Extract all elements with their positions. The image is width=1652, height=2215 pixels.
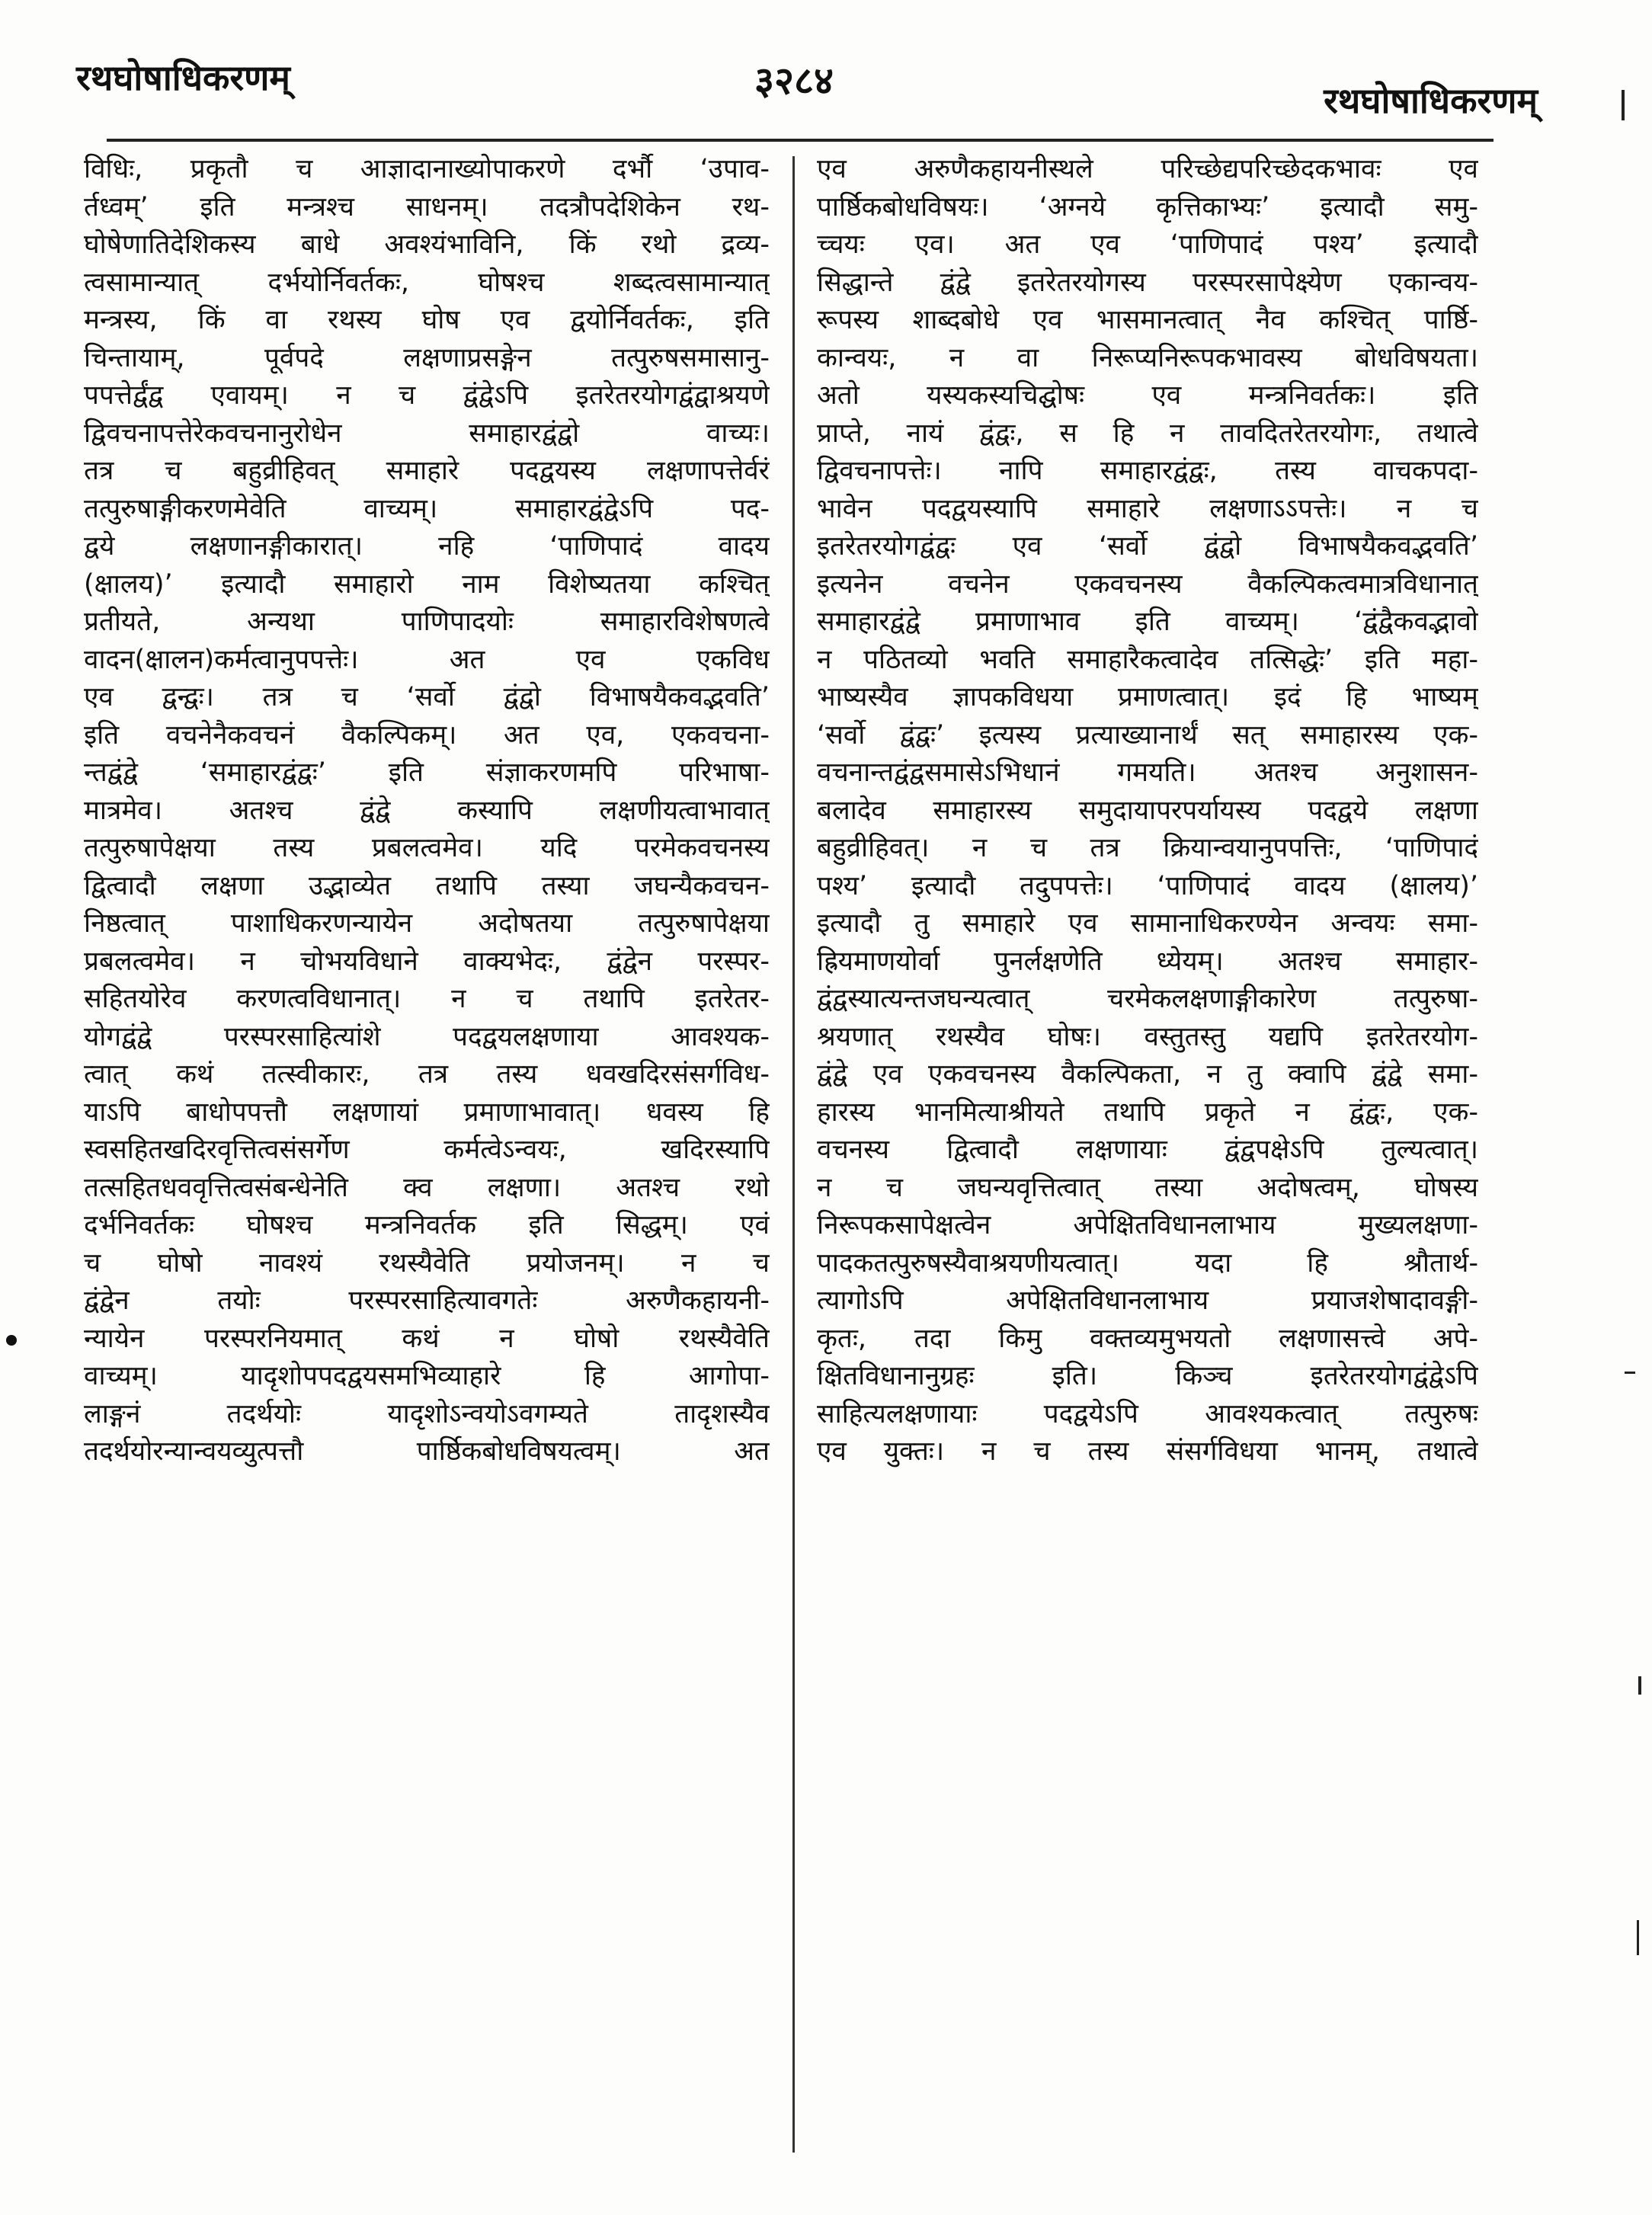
text-line: बहुव्रीहिवत्। न च तत्र क्रियान्वयानुपपत्तिः, ‘पाणिपादं: [817, 833, 1478, 863]
text-line: स्वसहितखदिरवृत्तित्वसंसर्गेण कर्मत्वेऽन्वयः, खदिरस्यापि: [84, 1135, 770, 1165]
text-line: तत्पुरुषाङ्गीकरणमेवेति वाच्यम्। समाहारद्वंद्वेऽपि पद-: [84, 493, 770, 524]
edge-mark: [1638, 1676, 1641, 1695]
text-line: पश्य’ इत्यादौ तदुपपत्तेः। ‘पाणिपादं वादय (क्षालय)’: [817, 870, 1478, 901]
text-line: ‘सर्वो द्वंद्वः’ इत्यस्य प्रत्याख्यानार्थं सत् समाहारस्य एक-: [817, 719, 1478, 751]
text-line: लाङ्गनं तदर्थयोः यादृशोऽन्वयोऽवगम्यते तादृशस्यैव: [84, 1398, 770, 1429]
text-line: द्विवचनापत्तेः। नापि समाहारद्वंद्वः, तस्य वाचकपदा-: [817, 456, 1478, 486]
text-line: विधिः, प्रकृतौ च आज्ञादानाख्योपाकरणे दर्भौ ‘उपाव-: [84, 154, 770, 184]
text-line: तत्सहितधववृत्तित्वसंबन्धेनेति क्व लक्षणा। अतश्च रथो: [84, 1172, 770, 1203]
text-line: तदर्थयोरन्यान्वयव्युत्पत्तौ पार्ष्ठिकबोधविषयत्वम्। अत: [84, 1436, 770, 1467]
text-line: द्वंद्वेन तयोः परस्परसाहित्यावगतेः अरुणैकहायनी-: [84, 1285, 770, 1316]
text-line: त्वात् कथं तत्स्वीकारः, तत्र तस्य धवखदिरसंसर्गविध-: [84, 1059, 770, 1090]
edge-mark: [1637, 1920, 1639, 1955]
text-line: तत्र च बहुव्रीहिवत् समाहारे पदद्वयस्य लक्षणापत्तेर्वरं: [84, 456, 770, 486]
text-line: चिन्तायाम्, पूर्वपदे लक्षणाप्रसङ्गेन तत्पुरुषसमासानु-: [84, 342, 770, 373]
text-line: कृतः, तदा किमु वक्तव्यमुभयतो लक्षणासत्त्वे अपे-: [817, 1323, 1478, 1354]
text-line: प्रतीयते, अन्यथा पाणिपादयोः समाहारविशेषणत्वे: [84, 607, 770, 637]
text-line: इतरेतरयोगद्वंद्वः एव ‘सर्वो द्वंद्वो विभाषयैकवद्भवति’: [817, 531, 1478, 562]
text-line: न्यायेन परस्परनियमात् कथं न घोषो रथस्यैवेति: [84, 1323, 770, 1354]
text-line: प्रबलत्वमेव। न चोभयविधाने वाक्यभेदः, द्वंद्वेन परस्पर-: [84, 946, 770, 977]
text-line: न च जघन्यवृत्तित्वात् तस्या अदोषत्वम्, घोषस्य: [817, 1172, 1478, 1203]
text-line: मन्त्रस्य, किं वा रथस्य घोष एव द्वयोर्निवर्तकः, इति: [84, 305, 770, 335]
text-line: न पठितव्यो भवति समाहारैकत्वादेव तत्सिद्धेः’ इति महा-: [817, 644, 1478, 675]
text-line: कान्वयः, न वा निरूप्यनिरूपकभावस्य बोधविषयता।: [817, 342, 1478, 373]
running-head-left: रथघोषाधिकरणम्: [76, 57, 290, 98]
text-line: निरूपकसापेक्षत्वेन अपेक्षितविधानलाभाय मुख्यलक्षणा-: [817, 1210, 1478, 1240]
text-line: श्रयणात् रथस्यैव घोषः। वस्तुतस्तु यद्यपि इतरेतरयोग-: [817, 1021, 1478, 1052]
text-line: रूपस्य शाब्दबोधे एव भासमानत्वात् नैव कश्चित् पार्ष्ठि-: [817, 305, 1478, 335]
text-line: न्तद्वंद्वे ‘समाहारद्वंद्वः’ इति संज्ञाकरणमपि परिभाषा-: [84, 757, 770, 788]
text-line: पपत्तेर्द्वंद्व एवायम्। न च द्वंद्वेऽपि इतरेतरयोगद्वंद्वाश्रयणे: [84, 380, 770, 411]
text-line: तत्पुरुषापेक्षया तस्य प्रबलत्वमेव। यदि परमेकवचनस्य: [84, 833, 770, 863]
text-line: त्यागोऽपि अपेक्षितविधानलाभाय प्रयाजशेषादावङ्गी-: [817, 1285, 1478, 1316]
text-line: एव युक्तः। न च तस्य संसर्गविधया भानम्, तथात्वे: [817, 1436, 1478, 1467]
text-line: ह्रियमाणयोर्वा पुनर्लक्षणेति ध्येयम्। अतश्च समाहार-: [817, 946, 1478, 977]
text-line: अतो यस्यकस्यचिद्घोषः एव मन्त्रनिवर्तकः। इति: [817, 380, 1478, 411]
text-line: (क्षालय)’ इत्यादौ समाहारो नाम विशेष्यतया कश्चित्: [84, 568, 770, 600]
text-line: निष्ठत्वात् पाशाधिकरणन्यायेन अदोषतया तत्पुरुषापेक्षया: [84, 908, 770, 939]
text-line: बलादेव समाहारस्य समुदायापरपर्यायस्य पदद्वये लक्षणा: [817, 795, 1478, 826]
header-rule: [107, 139, 1494, 142]
text-line: इति वचनेनैकवचनं वैकल्पिकम्। अत एव, एकवचना-: [84, 719, 770, 751]
text-line: इत्यादौ तु समाहारे एव सामानाधिकरण्येन अन्वयः समा-: [817, 908, 1478, 939]
text-line: सिद्धान्ते द्वंद्वे इतरेतरयोगस्य परस्परसापेक्ष्येण एकान्वय-: [817, 267, 1478, 298]
text-line: पार्ष्ठिकबोधविषयः। ‘अग्नये कृत्तिकाभ्यः’ इत्यादौ समु-: [817, 191, 1478, 222]
text-line: च घोषो नावश्यं रथस्यैवेति प्रयोजनम्। न च: [84, 1247, 770, 1279]
text-line: इत्यनेन वचनेन एकवचनस्य वैकल्पिकत्वमात्रविधानात्: [817, 568, 1478, 600]
text-line: मात्रमेव। अतश्च द्वंद्वे कस्यापि लक्षणीयत्वाभावात्: [84, 795, 770, 826]
text-line: द्वित्वादौ लक्षणा उद्भाव्येत तथापि तस्या जघन्यैकवचन-: [84, 870, 770, 901]
text-line: एव अरुणैकहायनीस्थले परिच्छेद्यपरिच्छेदकभावः एव: [817, 154, 1478, 184]
text-line: साहित्यलक्षणायाः पदद्वयेऽपि आवश्यकत्वात् तत्पुरुषः: [817, 1398, 1478, 1429]
text-line: हारस्य भानमित्याश्रीयते तथापि प्रकृते न द्वंद्वः, एक-: [817, 1096, 1478, 1128]
text-line: द्विवचनापत्तेरेकवचनानुरोधेन समाहारद्वंद्वो वाच्यः।: [84, 418, 770, 449]
left-column: [84, 151, 770, 1471]
text-line: क्षितविधानानुग्रहः इति। किञ्च इतरेतरयोगद्वंद्वेऽपि: [817, 1361, 1478, 1391]
edge-mark: [1625, 1372, 1635, 1374]
text-line: याऽपि बाधोपपत्तौ लक्षणायां प्रमाणाभावात्। धवस्य हि: [84, 1096, 770, 1128]
text-line: द्वंद्वे एव एकवचनस्य वैकल्पिकता, न तु क्वापि द्वंद्वे समा-: [817, 1059, 1478, 1090]
text-line: द्वये लक्षणानङ्गीकारात्। नहि ‘पाणिपादं वादय: [84, 531, 770, 562]
text-line: भाष्यस्यैव ज्ञापकविधया प्रमाणत्वात्। इदं हि भाष्यम्: [817, 682, 1478, 712]
text-line: प्राप्ते, नायं द्वंद्वः, स हि न तावदितरेतरयोगः, तथात्वे: [817, 418, 1478, 449]
text-line: समाहारद्वंद्वे प्रमाणाभाव इति वाच्यम्। ‘द्वंद्वैकवद्भावो: [817, 607, 1478, 637]
text-line: वादन(क्षालन)कर्मत्वानुपपत्तेः। अत एव एकविध: [84, 644, 770, 675]
text-line: योगद्वंद्वे परस्परसाहित्यांशे पदद्वयलक्षणाया आवश्यक-: [84, 1021, 770, 1052]
running-head-right: रथघोषाधिकरणम्: [1324, 80, 1538, 121]
text-line: भावेन पदद्वयस्यापि समाहारे लक्षणाऽऽपत्तेः। न च: [817, 493, 1478, 524]
page-number: ३२८४: [754, 59, 834, 103]
text-line: वचनस्य द्वित्वादौ लक्षणायाः द्वंद्वपक्षेऽपि तुल्यत्वात्।: [817, 1135, 1478, 1165]
column-divider: [792, 156, 795, 2153]
text-line: वाच्यम्। यादृशोपपदद्वयसमभिव्याहारे हि आगोपा-: [84, 1361, 770, 1391]
text-line: दर्भनिवर्तकः घोषश्च मन्त्रनिवर्तक इति सिद्धम्। एवं: [84, 1210, 770, 1240]
text-line: घोषेणातिदेशिकस्य बाधे अवश्यंभाविनि, किं रथो द्रव्य-: [84, 229, 770, 260]
text-line: वचनान्तद्वंद्वसमासेऽभिधानं गमयति। अतश्च अनुशासन-: [817, 757, 1478, 788]
right-column: [817, 151, 1478, 1471]
text-line: एव द्वन्द्वः। तत्र च ‘सर्वो द्वंद्वो विभाषयैकवद्भवति’: [84, 682, 770, 712]
text-line: पादकतत्पुरुषस्यैवाश्रयणीयत्वात्। यदा हि श्रौतार्थ-: [817, 1247, 1478, 1279]
margin-dot: [6, 1335, 17, 1346]
text-line: त्वसामान्यात् दर्भयोर्निवर्तकः, घोषश्च शब्दत्वसामान्यात्: [84, 267, 770, 298]
edge-mark: [1622, 90, 1625, 120]
text-line: र्तध्वम्’ इति मन्त्रश्च साधनम्। तदत्रौपदेशिकेन रथ-: [84, 191, 770, 222]
text-line: द्वंद्वस्यात्यन्तजघन्यत्वात् चरमेकलक्षणाङ्गीकारेण तत्पुरुषा-: [817, 984, 1478, 1014]
text-line: सहितयोरेव करणत्वविधानात्। न च तथापि इतरेतर-: [84, 984, 770, 1014]
text-line: च्चयः एव। अत एव ‘पाणिपादं पश्य’ इत्यादौ: [817, 229, 1478, 260]
